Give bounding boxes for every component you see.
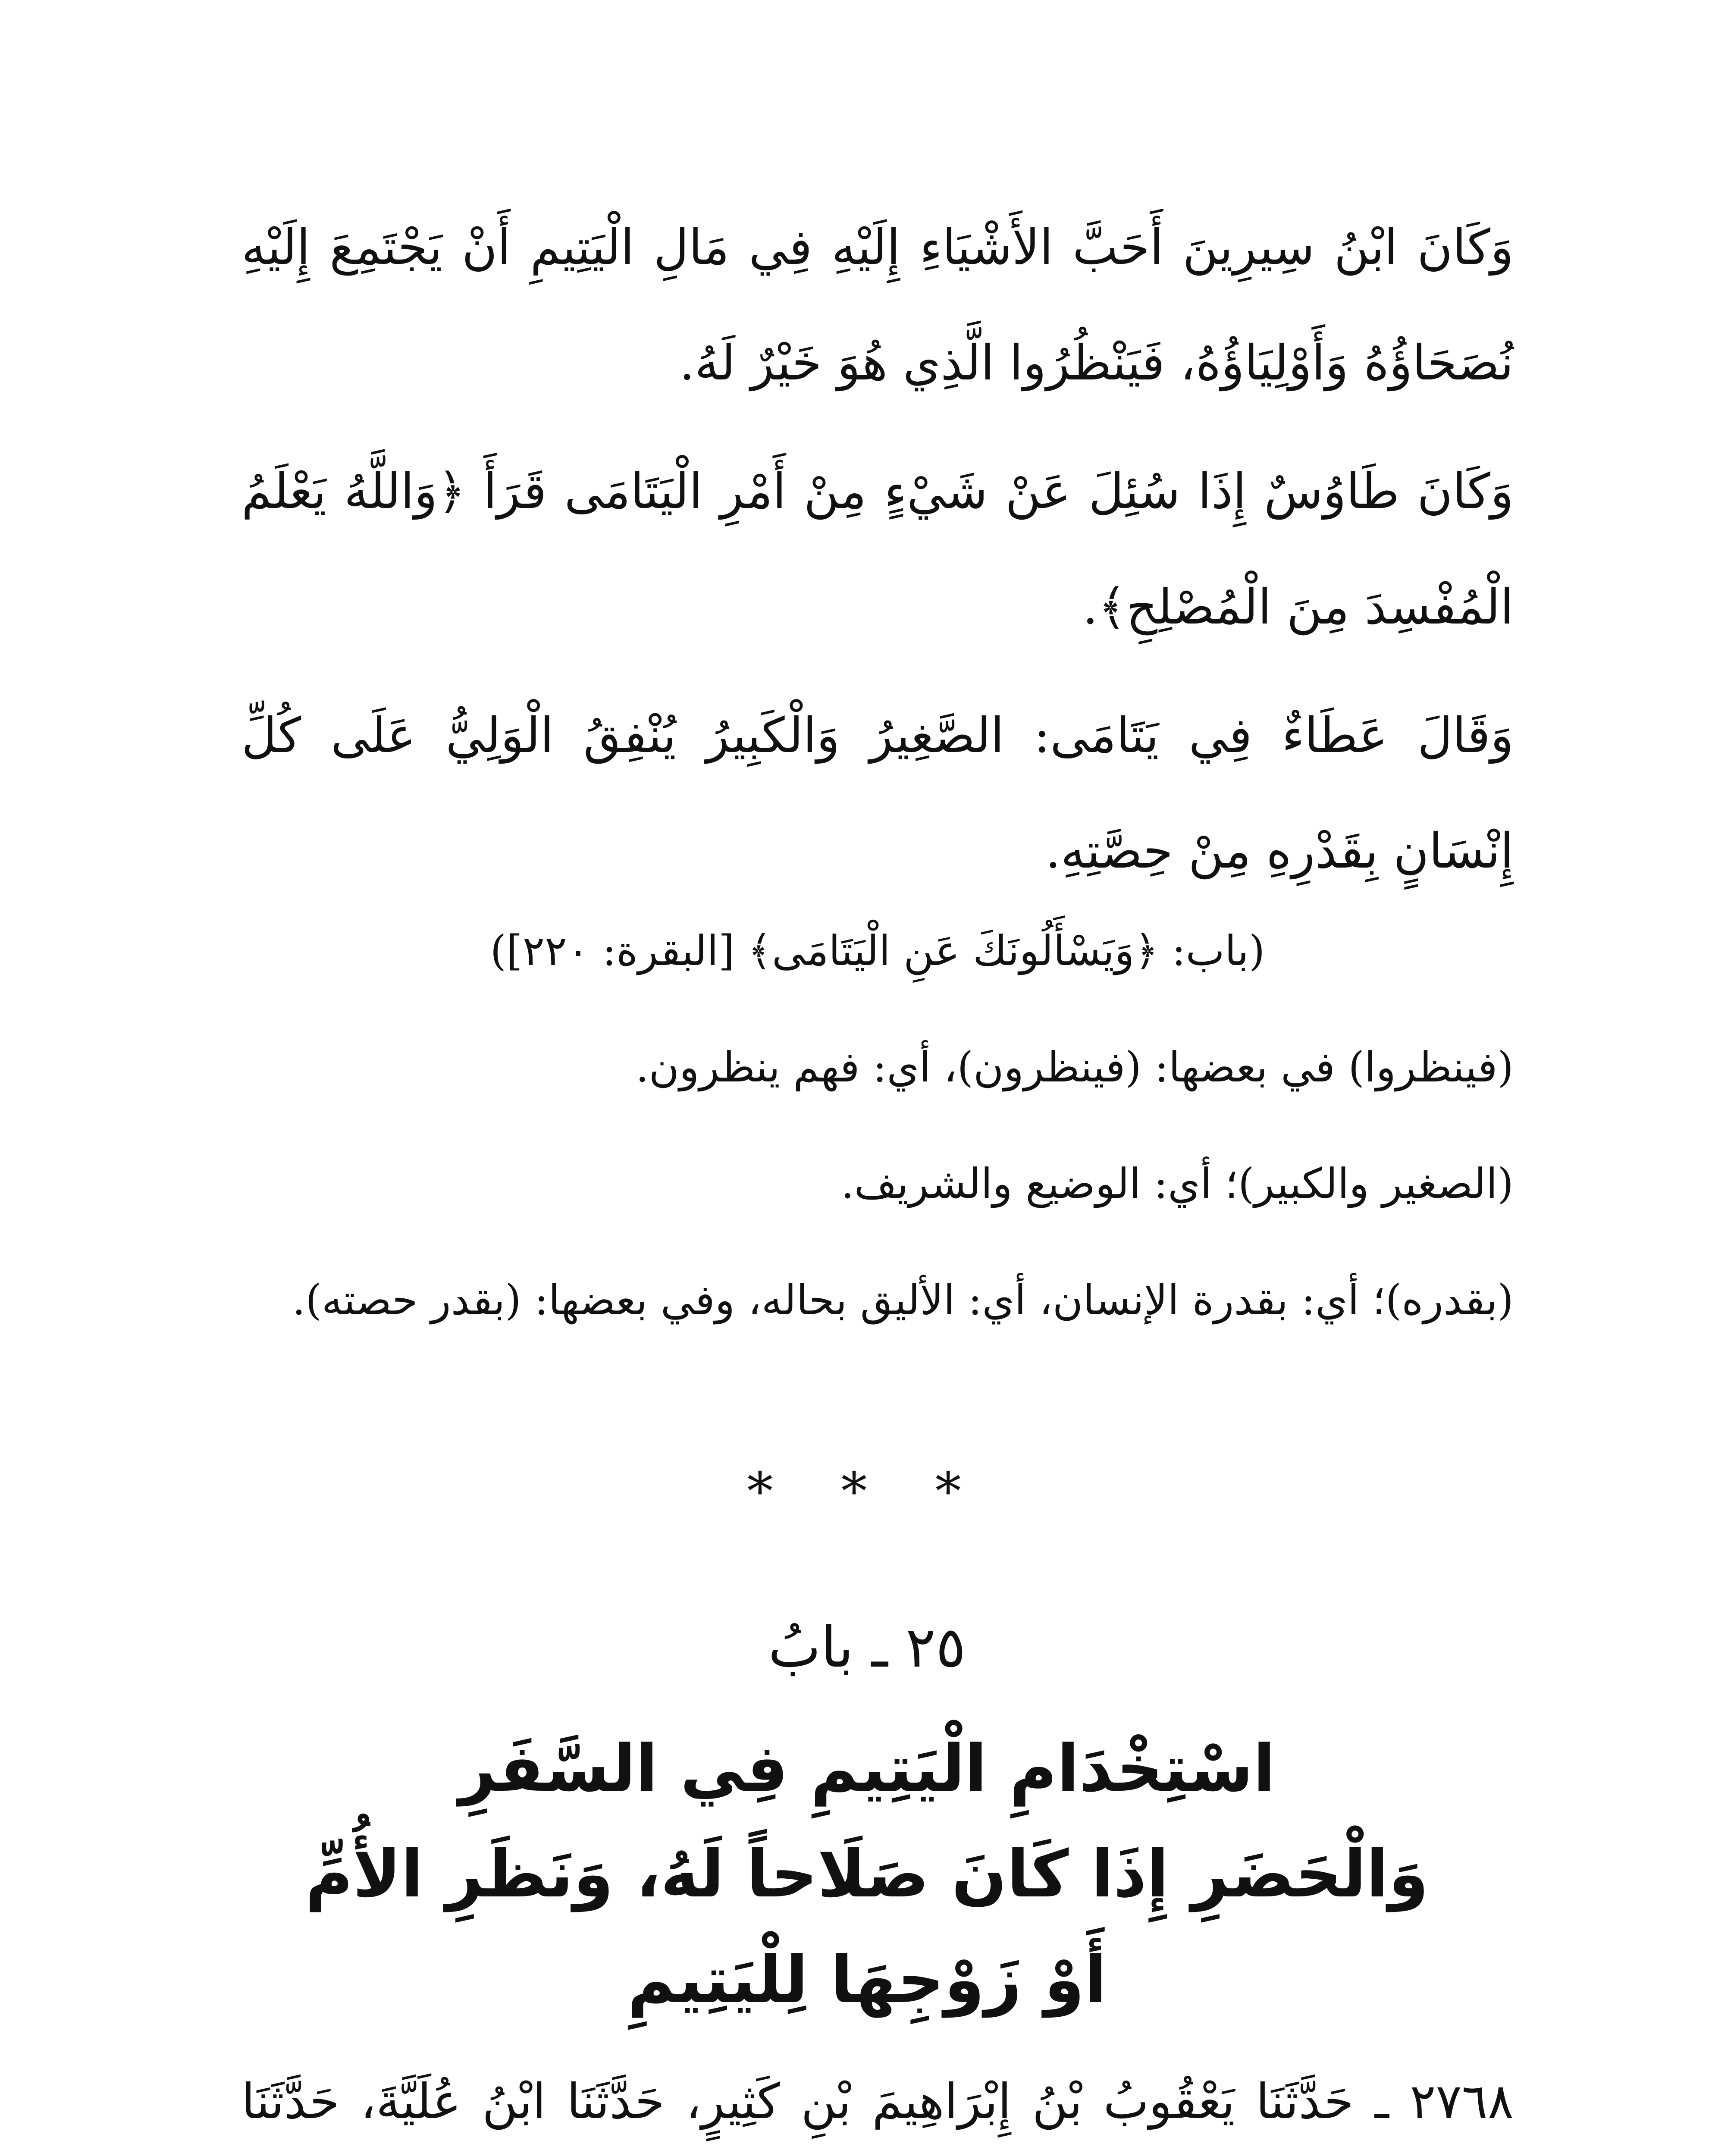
chapter-title-line-1: اسْتِخْدَامِ الْيَتِيمِ فِي السَّفَرِ — [458, 1731, 1276, 1806]
hadith-2768: ٢٧٦٨ ـ حَدَّثَنَا يَعْقُوبُ بْنُ إِبْرَاهِيمَ بْنِ كَثِيرٍ، حَدَّثَنَا ابْنُ عُلَيَّةَ، حَدَّثَنَا — [241, 2074, 1514, 2130]
notes-heading: (باب: ﴿وَيَسْأَلُونَكَ عَنِ الْيَتَامَى﴾ [البقرة: ٢٢٠]) — [490, 927, 1265, 975]
chapter-title-line-3: أَوْ زَوْجِهَا لِلْيَتِيمِ — [627, 1943, 1107, 2018]
chapter-number: ٢٥ ـ بابُ — [768, 1614, 966, 1680]
notes-block — [241, 897, 1514, 1354]
note-saghir-kabir: (الصغير والكبير)؛ أي: الوضيع والشريف. — [841, 1159, 1514, 1208]
note-fa-yanzuru: (فينظروا) في بعضها: (فينظرون)، أي: فهم ينظرون. — [636, 1043, 1514, 1091]
paragraph-ata: وَقَالَ عَطَاءٌ فِي يَتَامَى: الصَّغِيرُ وَالْكَبِيرُ يُنْفِقُ الْوَلِيُّ عَلَى كُلِّ إِنْسَانٍ بِقَدْرِهِ مِنْ حِصَّتِهِ. — [241, 708, 1514, 879]
chapter-title-line-2: وَالْحَضَرِ إِذَا كَانَ صَلَاحاً لَهُ، وَنَظَرِ الأُمِّ — [305, 1837, 1429, 1912]
hadith-block — [241, 2044, 1514, 2156]
main-text-block — [241, 190, 1514, 909]
chapter-title — [0, 1716, 1734, 2033]
section-divider: * * * — [747, 1462, 987, 1522]
note-bi-qadrihi: (بقدره)؛ أي: بقدرة الإنسان، أي: الأليق بحاله، وفي بعضها: (بقدر حصته). — [292, 1276, 1514, 1324]
paragraph-ibn-sirin: وَكَانَ ابْنُ سِيرِينَ أَحَبَّ الأَشْيَاءِ إِلَيْهِ فِي مَالِ الْيَتِيمِ أَنْ يَجْتَمِعَ إِلَيْهِ نُصَحَاؤُهُ وَأَوْلِيَاؤُهُ، فَيَنْظُرُوا الَّذِي هُوَ خَيْرٌ لَهُ. — [241, 219, 1514, 391]
paragraph-tawus: وَكَانَ طَاوُسٌ إِذَا سُئِلَ عَنْ شَيْءٍ مِنْ أَمْرِ الْيَتَامَى قَرَأَ ﴿وَاللَّهُ يَعْلَمُ الْمُفْسِدَ مِنَ الْمُصْلِحِ﴾. — [241, 464, 1514, 635]
